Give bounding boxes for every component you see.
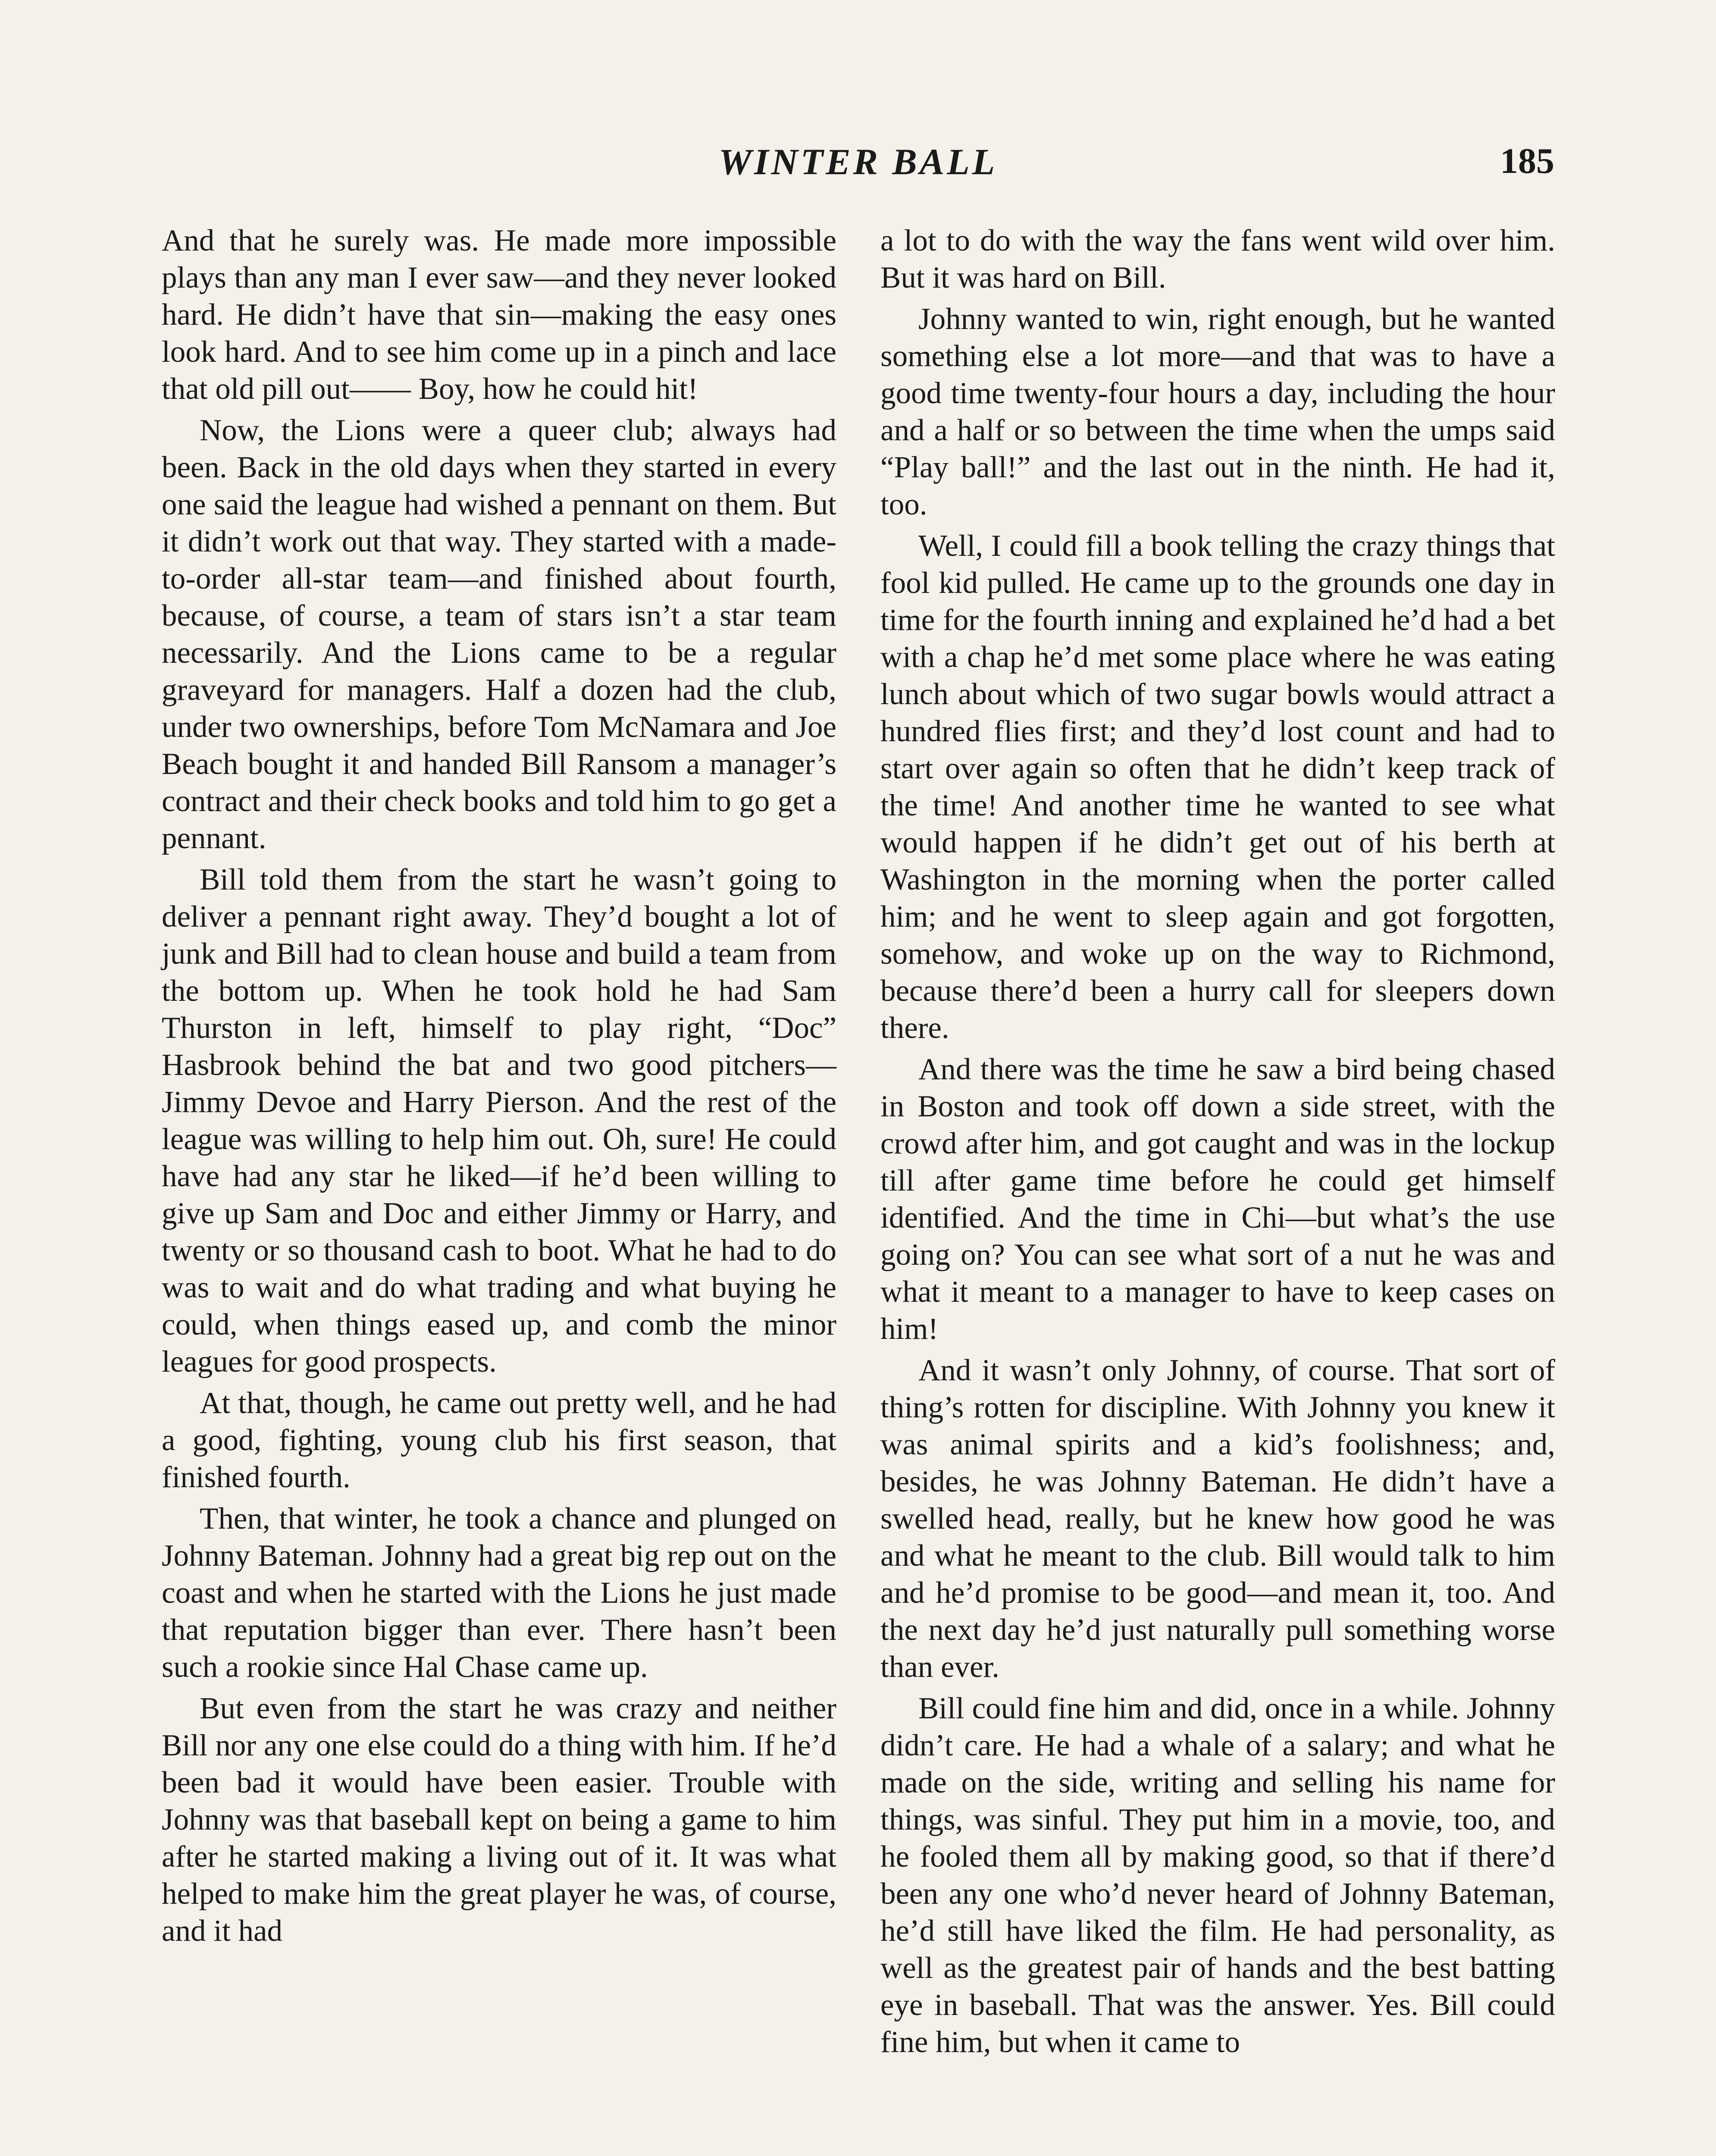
paragraph: Bill could fine him and did, once in a while. Johnny didn’t care. He had a whale of a salary; and what he made on the side, writing and selling his name for things, was sinful. They put him in a movie, too, and he fooled them all by making good, so that if there’d been any one who’d never heard of Johnny Bateman, he’d still have liked the film. He had personality, as well as the greatest pair of hands and the best batting eye in baseball. That was the answer. Yes. Bill could fine him, but when it came to: [880, 1692, 1555, 2059]
paragraph: Then, that winter, he took a chance and plunged on Johnny Bateman. Johnny had a great big rep out on the coast and when he started with the Lions he just made that reputation bigger than ever. There hasn’t been such a rookie since Hal Chase came up.: [162, 1502, 836, 1684]
paragraph: And it wasn’t only Johnny, of course. That sort of thing’s rotten for discipline. With Johnny you knew it was animal spirits and a kid’s foolishness; and, besides, he was Johnny Bateman. He didn’t have a swelled head, really, but he knew how good he was and what he meant to the club. Bill would talk to him and he’d promise to be good—and mean it, too. And the next day he’d just naturally pull something worse than ever.: [880, 1354, 1555, 1684]
left-column: [162, 222, 836, 1954]
paragraph: Well, I could fill a book telling the crazy things that fool kid pulled. He came up to the grounds one day in time for the fourth inning and explained he’d had a bet with a chap he’d met some place where he was eating lunch about which of two sugar bowls would attract a hundred flies first; and they’d lost count and had to start over again so often that he didn’t keep track of the time! And another time he wanted to see what would happen if he didn’t get out of his berth at Washington in the morning when the porter called him; and he went to sleep again and got forgotten, somehow, and woke up on the way to Richmond, because there’d been a hurry call for sleepers down there.: [880, 529, 1555, 1045]
paragraph: Johnny wanted to win, right enough, but he wanted something else a lot more—and that was to have a good time twenty-four hours a day, including the hour and a half or so between the time when the umps said “Play ball!” and the last out in the ninth. He had it, too.: [880, 302, 1555, 521]
paragraph: a lot to do with the way the fans went wild over him. But it was hard on Bill.: [880, 224, 1555, 295]
paragraph: And there was the time he saw a bird being chased in Boston and took off down a side street, with the crowd after him, and got caught and was in the lockup till after game time before he could get himself identified. And the time in Chi—but what’s the use going on? You can see what sort of a nut he was and what it meant to a manager to have to keep cases on him!: [880, 1053, 1555, 1346]
paragraph: But even from the start he was crazy and neither Bill nor any one else could do a thing with him. If he’d been bad it would have been easier. Trouble with Johnny was that baseball kept on being a game to him after he started making a living out of it. It was what helped to make him the great player he was, of course, and it had: [162, 1692, 836, 1948]
paragraph: Bill told them from the start he wasn’t going to deliver a pennant right away. They’d bought a lot of junk and Bill had to clean house and build a team from the bottom up. When he took hold he had Sam Thurston in left, himself to play right, “Doc” Hasbrook behind the bat and two good pitchers—Jimmy Devoe and Harry Pierson. And the rest of the league was willing to help him out. Oh, sure! He could have had any star he liked—if he’d been willing to give up Sam and Doc and either Jimmy or Harry, and twenty or so thousand cash to boot. What he had to do was to wait and do what trading and what buying he could, when things eased up, and comb the minor leagues for good prospects.: [162, 863, 836, 1379]
paragraph: At that, though, he came out pretty well, and he had a good, fighting, young club his first season, that finished fourth.: [162, 1386, 836, 1494]
page-number: 185: [1500, 141, 1554, 181]
paragraph: And that he surely was. He made more impossible plays than any man I ever saw—and they never looked hard. He didn’t have that sin—making the easy ones look hard. And to see him come up in a pinch and lace that old pill out—— Boy, how he could hit!: [162, 224, 836, 406]
right-column: [880, 222, 1555, 2065]
paragraph: Now, the Lions were a queer club; always had been. Back in the old days when they started in every one said the league had wished a pennant on them. But it didn’t work out that way. They started with a made-to-order all-star team—and finished about fourth, because, of course, a team of stars isn’t a star team necessarily. And the Lions came to be a regular graveyard for managers. Half a dozen had the club, under two ownerships, before Tom McNamara and Joe Beach bought it and handed Bill Ransom a manager’s contract and their check books and told him to go get a pennant.: [162, 414, 836, 855]
page-header: [162, 140, 1554, 192]
running-title: WINTER BALL: [718, 141, 998, 182]
